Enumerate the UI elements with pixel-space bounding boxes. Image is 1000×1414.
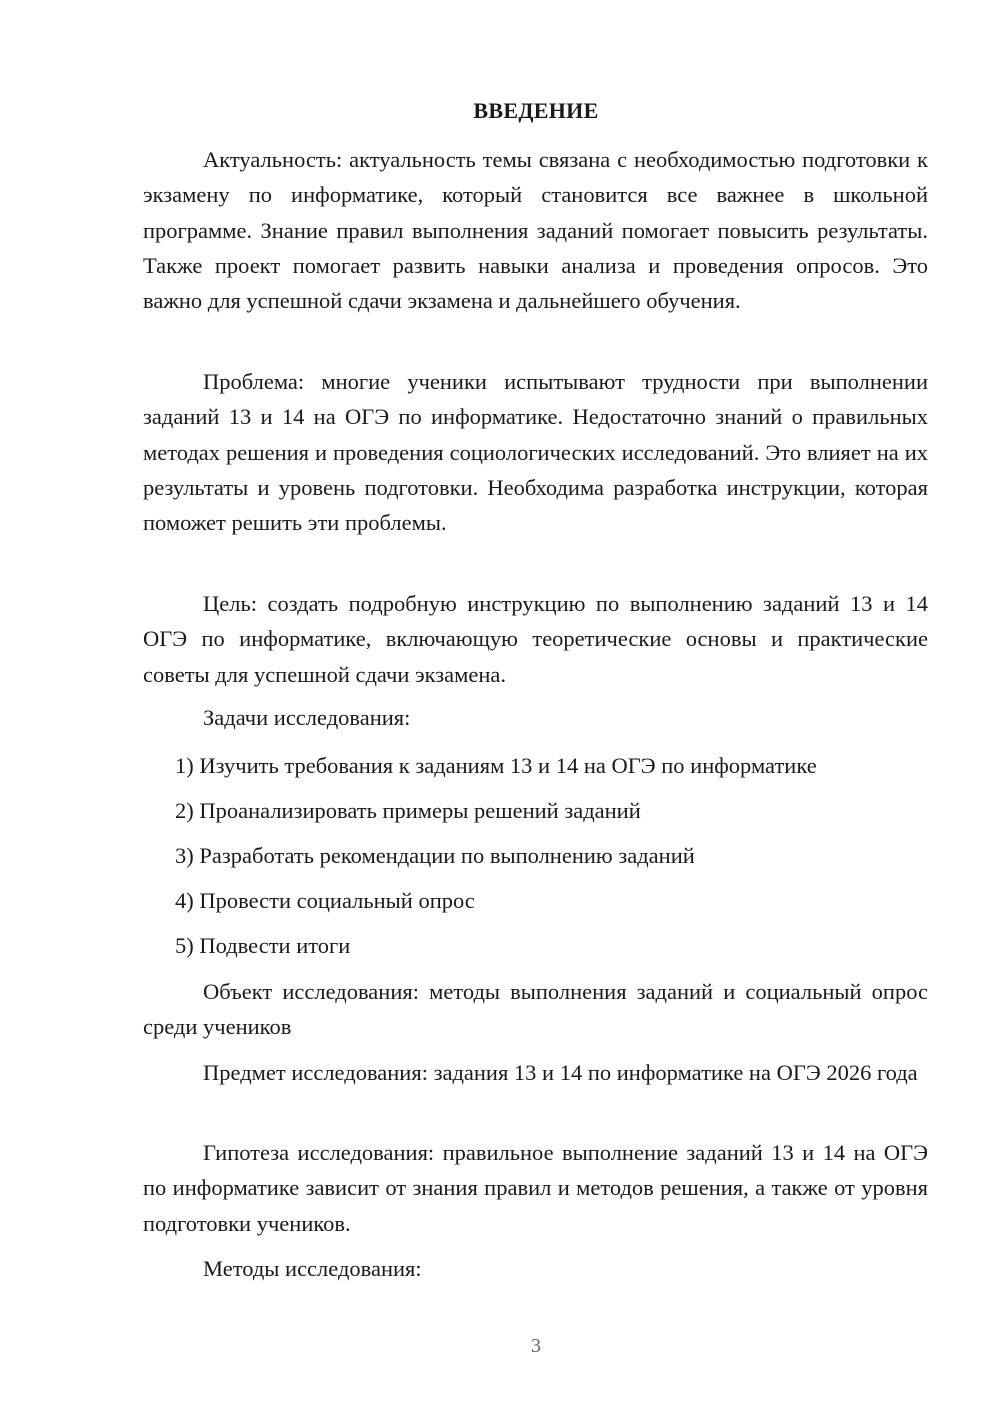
paragraph-object: Объект исследования: методы выполнения заданий и социальный опрос среди учеников: [143, 979, 928, 1040]
paragraph-problem: Проблема: многие ученики испытывают трудности при выполнении заданий 13 и 14 на ОГЭ по информатике. Недостаточно знаний о правильных методах решения и проведения социологических исследований. Это влияет на их результаты и уровень подготовки. Необходима разработка инструкции, которая поможет решить эти проблемы.: [143, 369, 928, 536]
paragraph-methods-title: Методы исследования:: [203, 1256, 422, 1281]
paragraph-tasks-title: Задачи исследования:: [203, 705, 411, 730]
paragraph-subject: Предмет исследования: задания 13 и 14 по информатике на ОГЭ 2026 года: [203, 1060, 918, 1085]
task-list-item: 4) Провести социальный опрос: [175, 888, 475, 913]
paragraph-hypothesis: Гипотеза исследования: правильное выполнение заданий 13 и 14 на ОГЭ по информатике зависит от знания правил и методов решения, а также от уровня подготовки учеников.: [143, 1140, 928, 1236]
task-list-item: 1) Изучить требования к заданиям 13 и 14 на ОГЭ по информатике: [175, 753, 817, 778]
section-heading: ВВЕДЕНИЕ: [473, 98, 599, 123]
task-list-item: 3) Разработать рекомендации по выполнению заданий: [175, 843, 695, 868]
page-number: 3: [531, 1335, 541, 1357]
task-list-item: 5) Подвести итоги: [175, 933, 351, 958]
task-list-item: 2) Проанализировать примеры решений заданий: [175, 798, 641, 823]
paragraph-goal: Цель: создать подробную инструкцию по выполнению заданий 13 и 14 ОГЭ по информатике, включающую теоретические основы и практические советы для успешной сдачи экзамена.: [143, 591, 928, 687]
paragraph-relevance: Актуальность: актуальность темы связана с необходимостью подготовки к экзамену по информатике, который становится все важнее в школьной программе. Знание правил выполнения заданий помогает повысить результаты. Также проект помогает развить навыки анализа и проведения опросов. Это важно для успешной сдачи экзамена и дальнейшего обучения.: [143, 147, 928, 314]
